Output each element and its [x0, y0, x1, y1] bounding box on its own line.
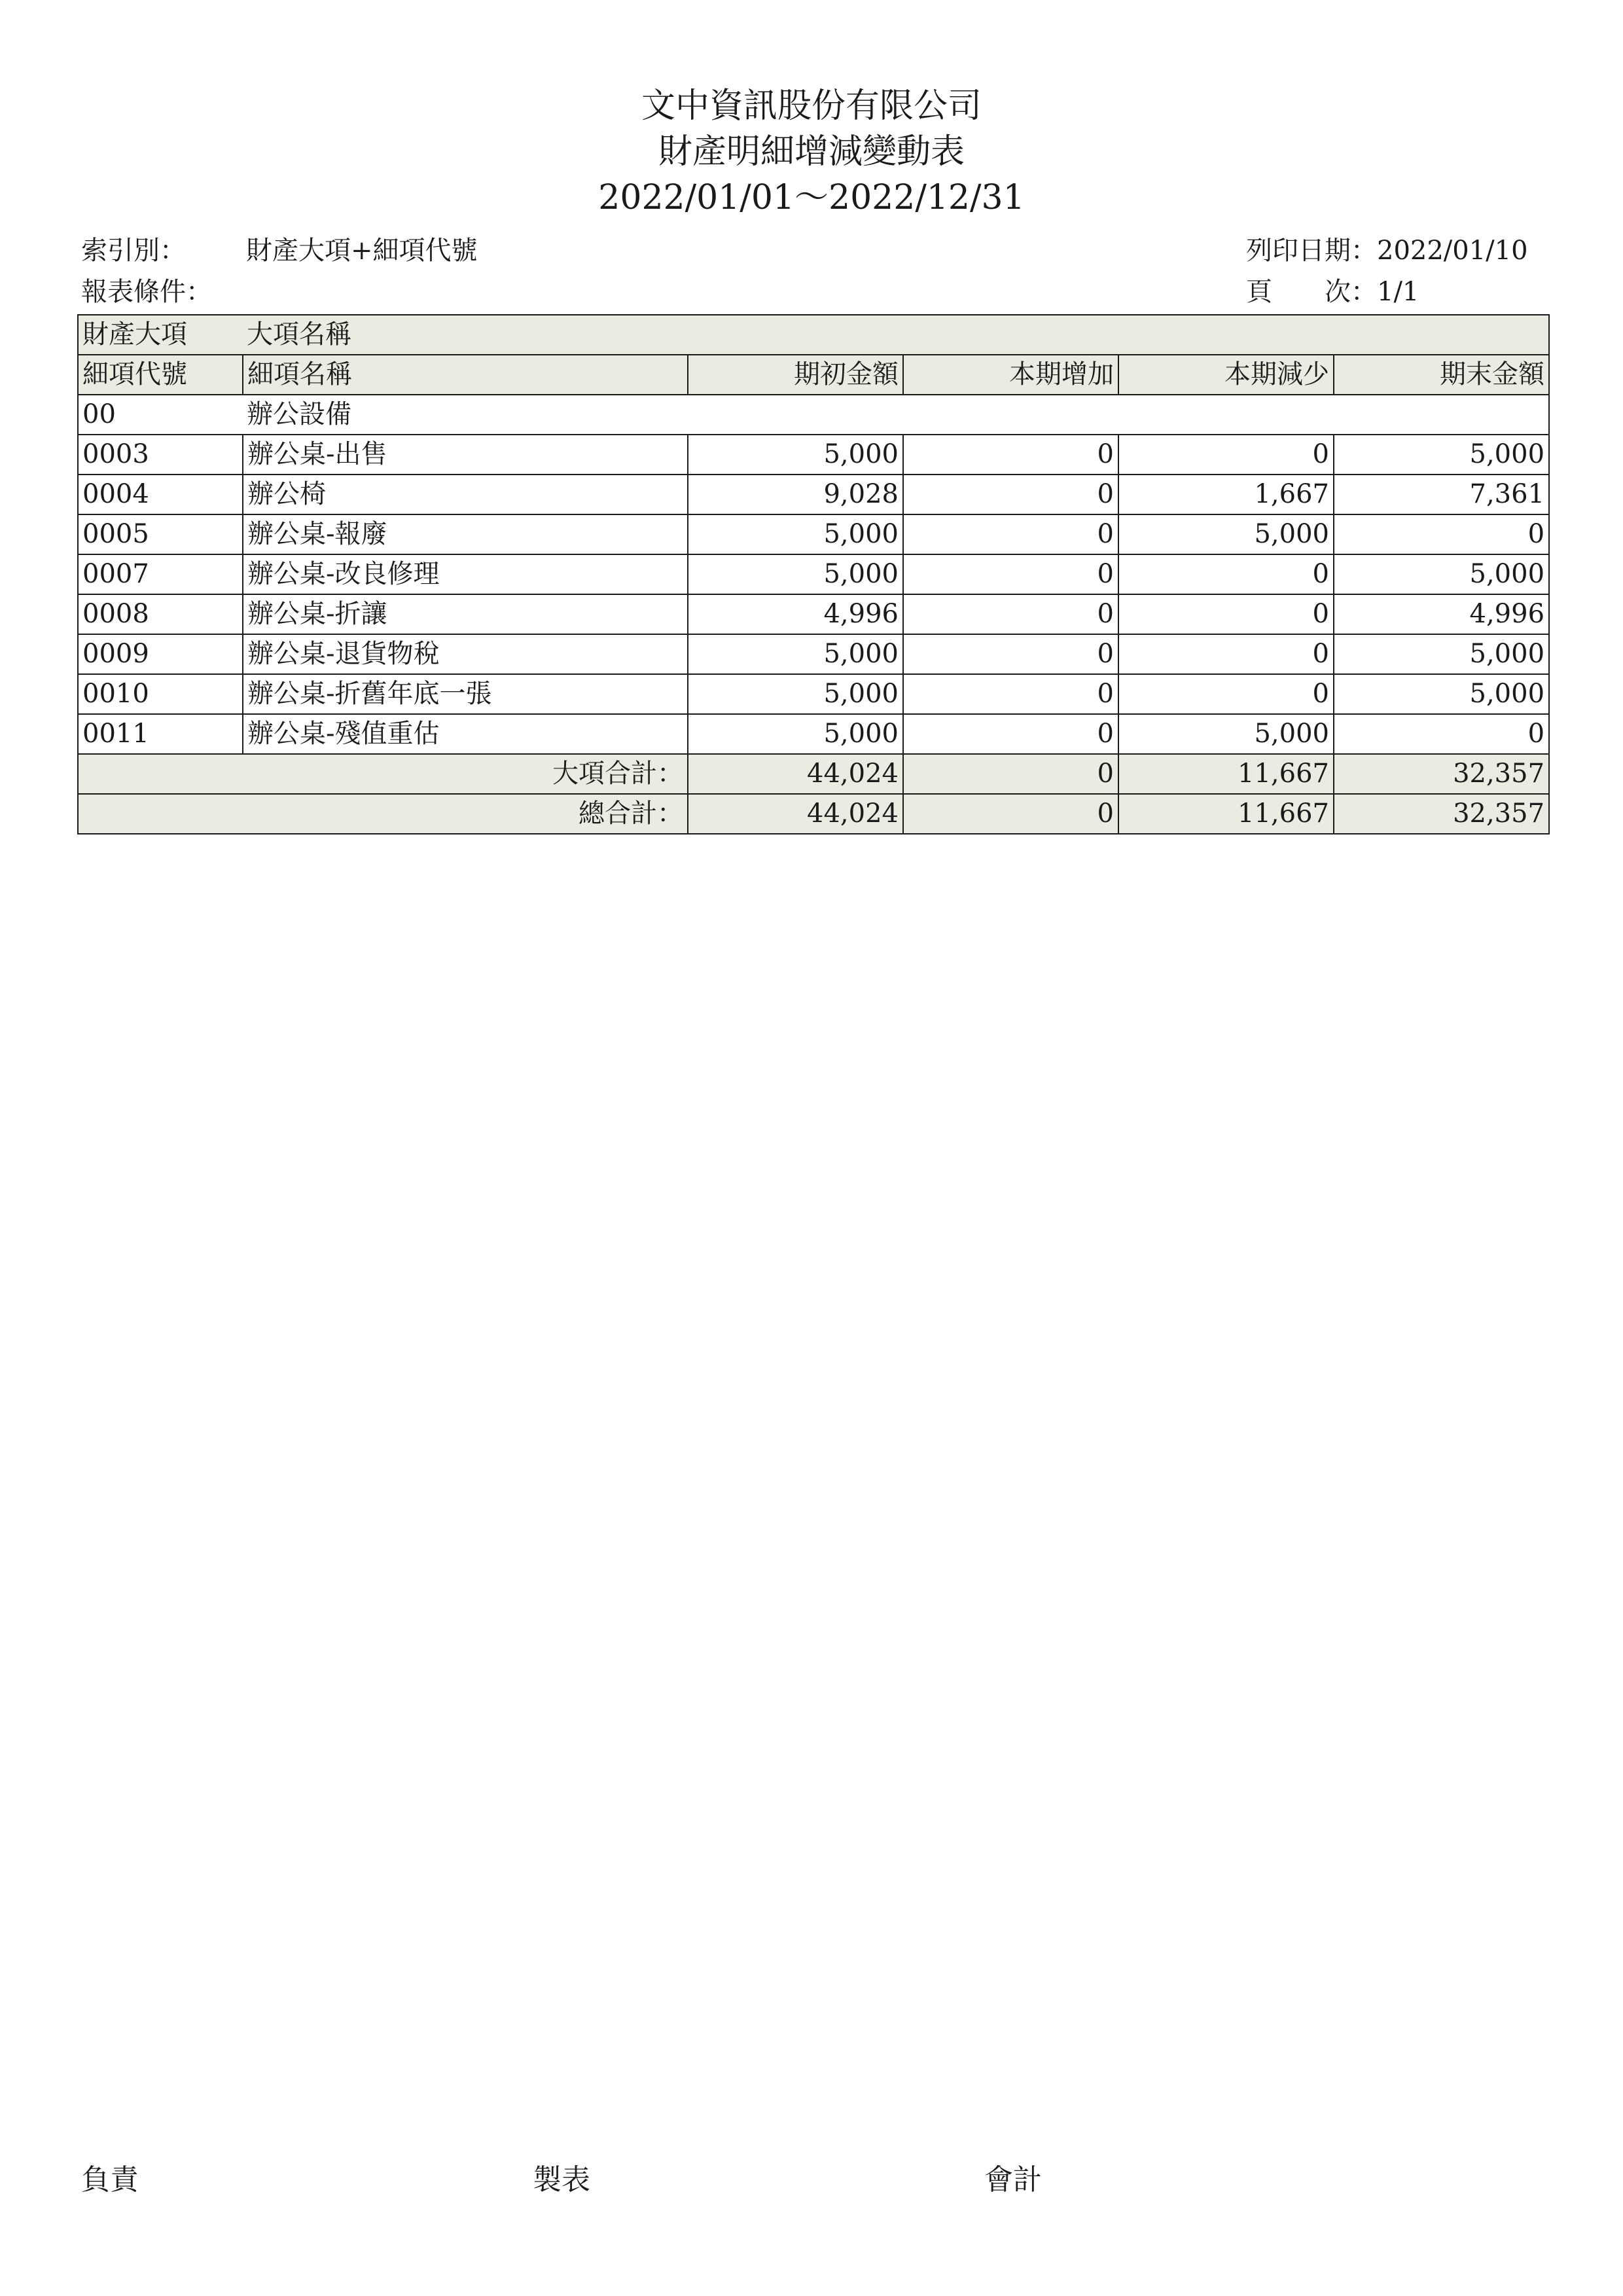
item-name: 辦公桌-改良修理 — [243, 554, 688, 594]
table-row — [78, 634, 1549, 674]
header-row-category — [78, 315, 1549, 355]
item-name: 辦公椅 — [243, 475, 688, 514]
increase-amount: 0 — [903, 475, 1118, 514]
item-code: 0004 — [78, 475, 243, 514]
decrease-amount: 0 — [1118, 594, 1334, 634]
decrease-amount: 0 — [1118, 435, 1334, 475]
header-increase: 本期增加 — [903, 355, 1118, 395]
end-amount: 5,000 — [1334, 674, 1549, 714]
increase-amount: 0 — [903, 674, 1118, 714]
table-row — [78, 714, 1549, 754]
header-category-name: 大項名稱 — [243, 315, 1549, 355]
item-code: 0003 — [78, 435, 243, 475]
begin-amount: 5,000 — [688, 554, 903, 594]
item-name: 辦公桌-折舊年底一張 — [243, 674, 688, 714]
category-row — [78, 395, 1549, 435]
print-date-label: 列印日期： — [1246, 236, 1377, 266]
item-code: 0011 — [78, 714, 243, 754]
signature-responsible: 負責 — [81, 2163, 139, 2197]
decrease-amount: 5,000 — [1118, 514, 1334, 554]
header-item-name: 細項名稱 — [243, 355, 688, 395]
company-name: 文中資訊股份有限公司 — [641, 86, 982, 126]
increase-amount: 0 — [903, 714, 1118, 754]
increase-amount: 0 — [903, 514, 1118, 554]
subtotal-decrease: 11,667 — [1118, 754, 1334, 794]
table-row — [78, 514, 1549, 554]
item-name: 辦公桌-退貨物稅 — [243, 634, 688, 674]
signature-accounting: 會計 — [984, 2163, 1042, 2197]
table-row — [78, 674, 1549, 714]
condition-label: 報表條件： — [81, 277, 212, 307]
begin-amount: 5,000 — [688, 714, 903, 754]
total-label: 總合計： — [78, 794, 688, 834]
end-amount: 5,000 — [1334, 634, 1549, 674]
increase-amount: 0 — [903, 435, 1118, 475]
report-title: 財產明細增減變動表 — [658, 132, 965, 171]
decrease-amount: 5,000 — [1118, 714, 1334, 754]
header-end-amount: 期末金額 — [1334, 355, 1549, 395]
subtotal-row — [78, 754, 1549, 794]
end-amount: 4,996 — [1334, 594, 1549, 634]
begin-amount: 4,996 — [688, 594, 903, 634]
begin-amount: 5,000 — [688, 634, 903, 674]
item-code: 0009 — [78, 634, 243, 674]
table-row — [78, 435, 1549, 475]
property-change-table — [77, 314, 1550, 834]
end-amount: 5,000 — [1334, 554, 1549, 594]
decrease-amount: 0 — [1118, 554, 1334, 594]
increase-amount: 0 — [903, 634, 1118, 674]
total-increase: 0 — [903, 794, 1118, 834]
total-row — [78, 794, 1549, 834]
begin-amount: 5,000 — [688, 435, 903, 475]
table-row — [78, 594, 1549, 634]
page-info — [1246, 276, 1419, 308]
item-code: 0010 — [78, 674, 243, 714]
print-date-value: 2022/01/10 — [1377, 236, 1528, 266]
total-begin: 44,024 — [688, 794, 903, 834]
item-code: 0007 — [78, 554, 243, 594]
item-name: 辦公桌-報廢 — [243, 514, 688, 554]
decrease-amount: 0 — [1118, 634, 1334, 674]
category-name: 辦公設備 — [243, 395, 1549, 435]
item-code: 0005 — [78, 514, 243, 554]
begin-amount: 5,000 — [688, 674, 903, 714]
page-label: 頁 次： — [1246, 277, 1377, 307]
end-amount: 5,000 — [1334, 435, 1549, 475]
header-item-code: 細項代號 — [78, 355, 243, 395]
increase-amount: 0 — [903, 554, 1118, 594]
subtotal-increase: 0 — [903, 754, 1118, 794]
index-info — [81, 234, 478, 267]
item-name: 辦公桌-出售 — [243, 435, 688, 475]
subtotal-label: 大項合計： — [78, 754, 688, 794]
subtotal-end: 32,357 — [1334, 754, 1549, 794]
decrease-amount: 1,667 — [1118, 475, 1334, 514]
index-value: 財產大項+細項代號 — [246, 236, 478, 266]
signature-preparer: 製表 — [533, 2163, 590, 2197]
header-category-code: 財產大項 — [78, 315, 243, 355]
table-row — [78, 475, 1549, 514]
end-amount: 0 — [1334, 714, 1549, 754]
decrease-amount: 0 — [1118, 674, 1334, 714]
end-amount: 7,361 — [1334, 475, 1549, 514]
table-row — [78, 554, 1549, 594]
header-decrease: 本期減少 — [1118, 355, 1334, 395]
item-name: 辦公桌-殘值重估 — [243, 714, 688, 754]
total-decrease: 11,667 — [1118, 794, 1334, 834]
increase-amount: 0 — [903, 594, 1118, 634]
category-code: 00 — [78, 395, 243, 435]
print-date-info — [1246, 234, 1528, 267]
item-code: 0008 — [78, 594, 243, 634]
index-label: 索引別： — [81, 236, 186, 266]
begin-amount: 5,000 — [688, 514, 903, 554]
end-amount: 0 — [1334, 514, 1549, 554]
page-value: 1/1 — [1377, 277, 1419, 307]
item-name: 辦公桌-折讓 — [243, 594, 688, 634]
begin-amount: 9,028 — [688, 475, 903, 514]
header-row-columns — [78, 355, 1549, 395]
total-end: 32,357 — [1334, 794, 1549, 834]
condition-info — [81, 276, 246, 308]
subtotal-begin: 44,024 — [688, 754, 903, 794]
report-period: 2022/01/01～2022/12/31 — [598, 178, 1025, 217]
header-begin-amount: 期初金額 — [688, 355, 903, 395]
